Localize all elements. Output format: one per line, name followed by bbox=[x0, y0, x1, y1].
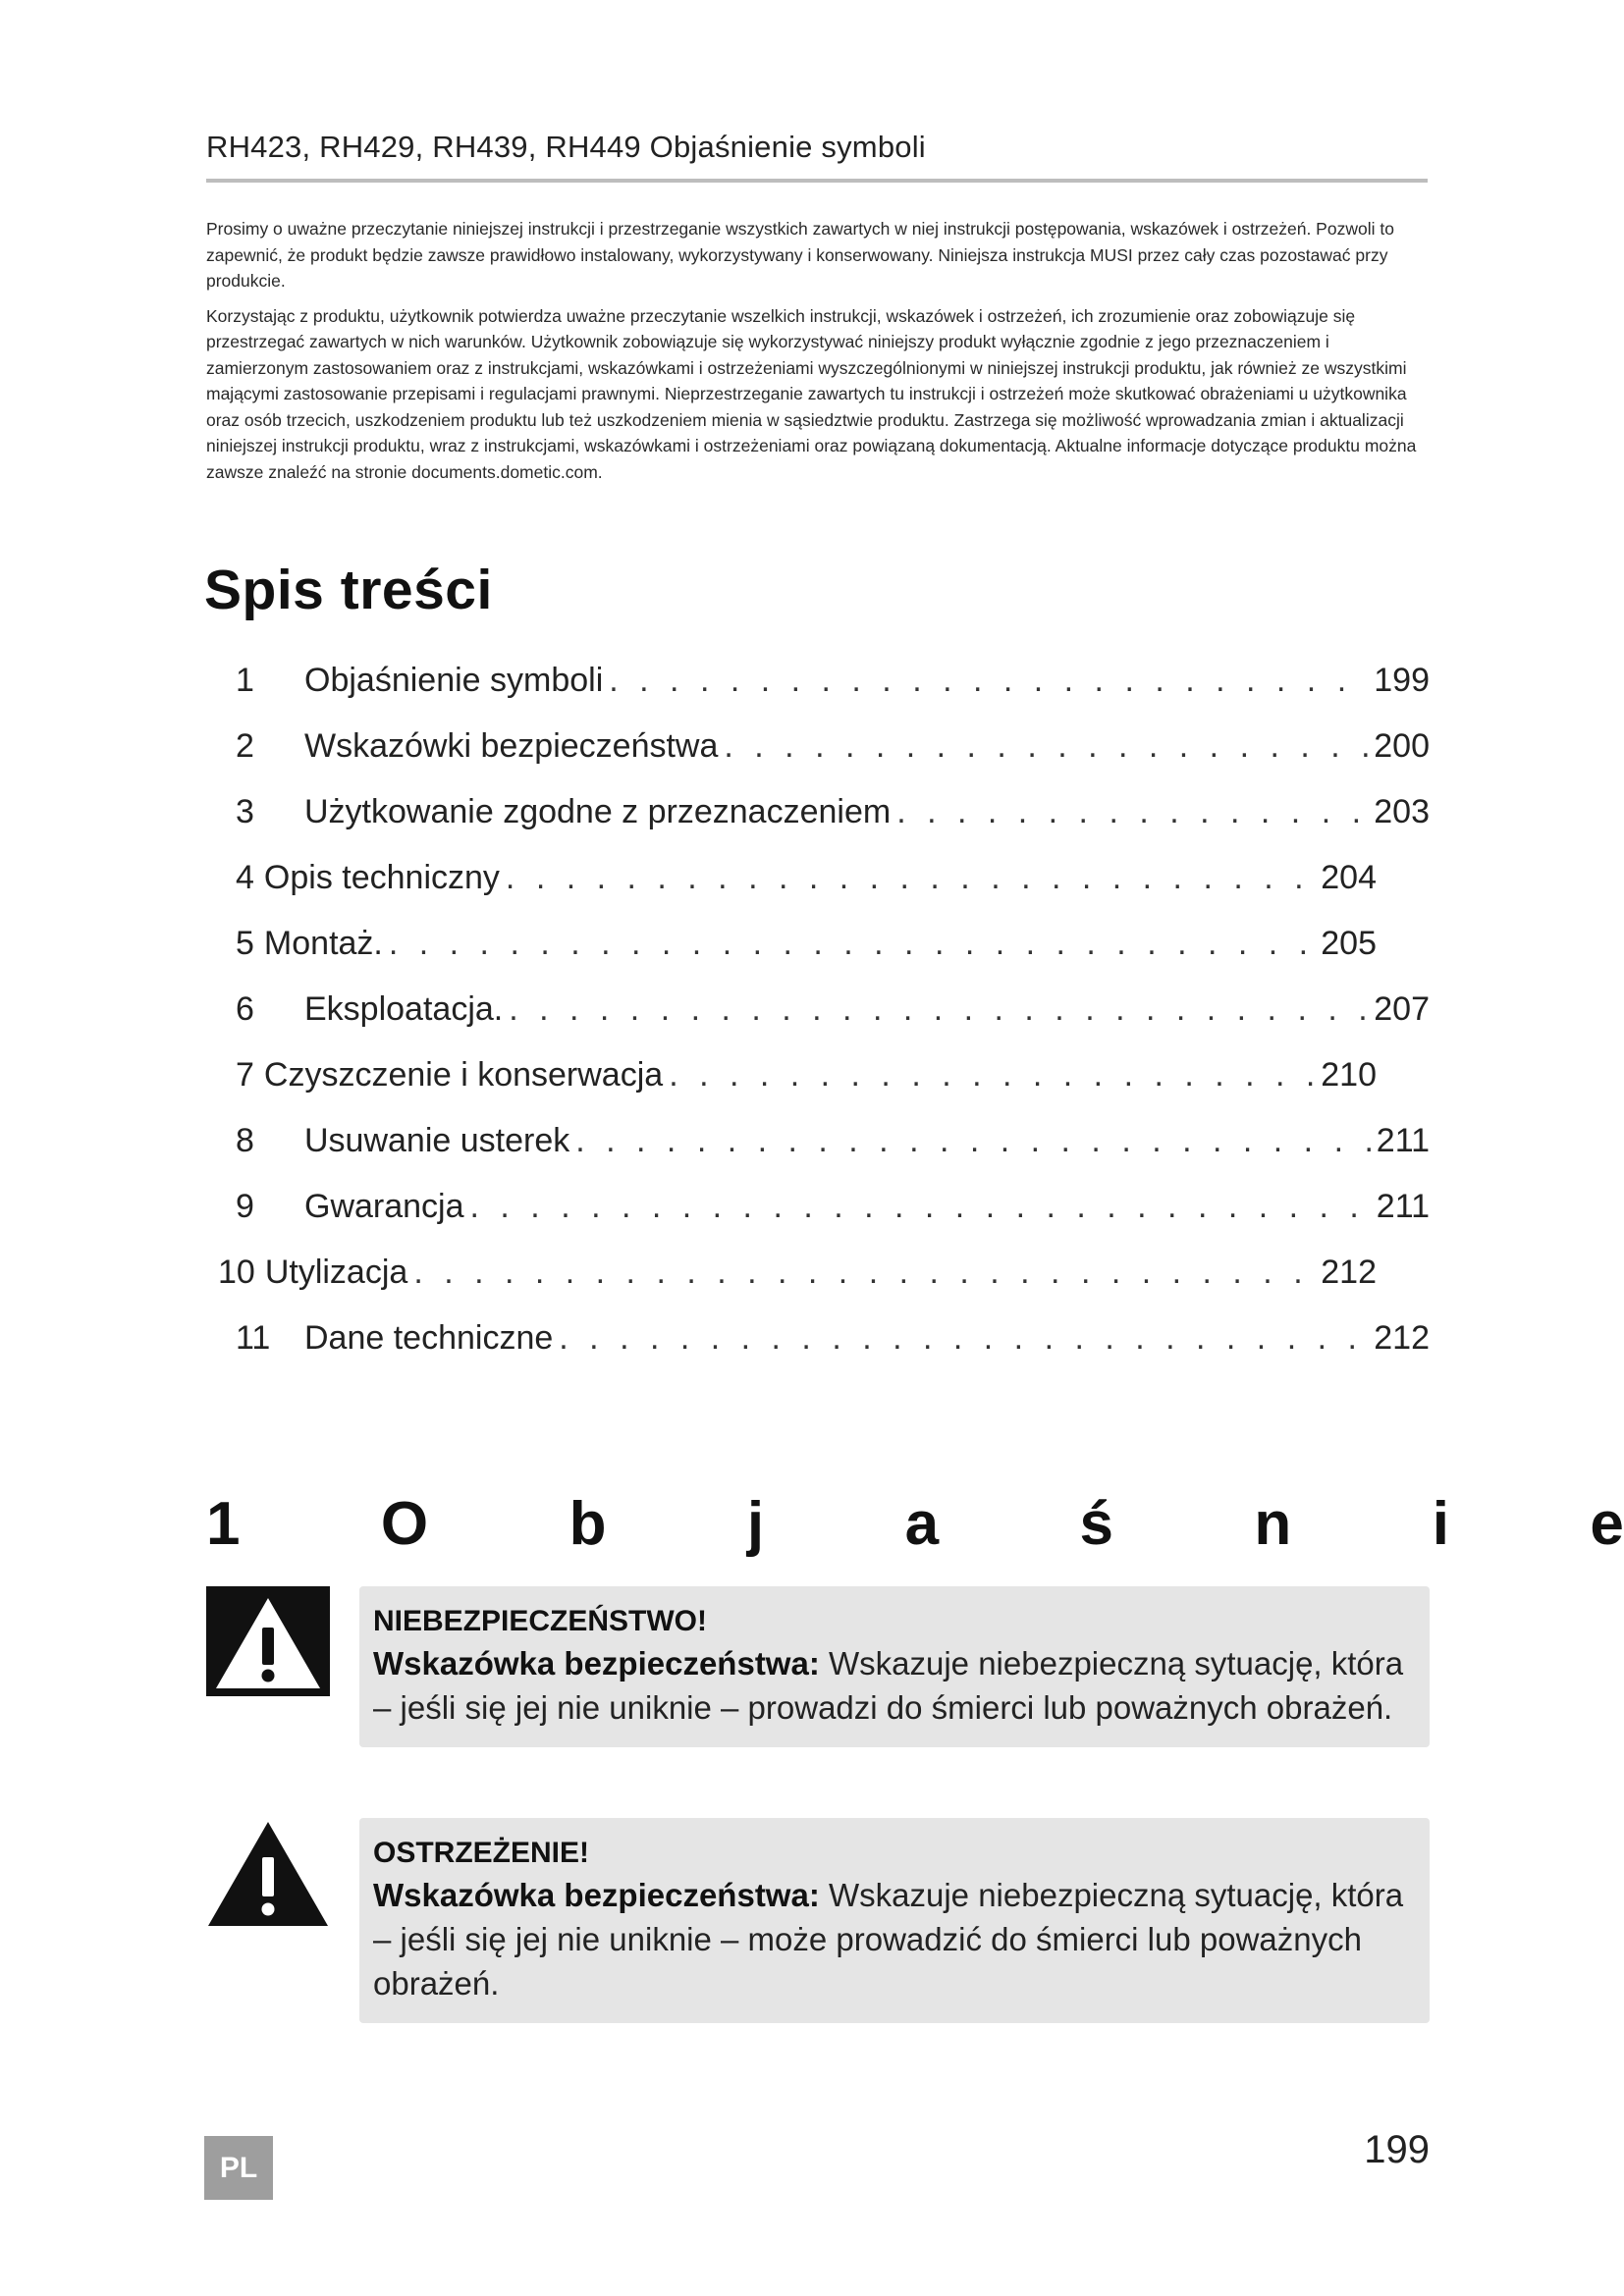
section-number: 1 bbox=[206, 1489, 241, 1558]
toc-item-number: 11 bbox=[236, 1319, 271, 1357]
toc-item-title: Użytkowanie zgodne z przeznaczeniem bbox=[304, 793, 892, 830]
toc-item-5[interactable] bbox=[218, 911, 1377, 977]
toc-dot-leader bbox=[896, 793, 1368, 831]
toc-item-number: 1 bbox=[236, 662, 254, 699]
toc-dot-leader bbox=[609, 662, 1368, 700]
section-heading-letter: i bbox=[1432, 1489, 1449, 1558]
toc-item-number: 7 bbox=[236, 1056, 254, 1094]
section-heading-letter: e bbox=[1590, 1489, 1624, 1558]
toc-item-title: Objaśnienie symboli bbox=[304, 662, 604, 699]
toc-item-3[interactable] bbox=[218, 779, 1430, 845]
toc-item-title: Wskazówki bezpieczeństwa bbox=[304, 727, 719, 765]
warning-description: Wskazuje niebezpieczną sytuację, która – jeśli się jej nie uniknie – może prowadzić do śmierci lub poważnych obrażeń. bbox=[373, 1877, 1404, 2002]
toc-item-7[interactable] bbox=[218, 1042, 1377, 1108]
toc-item-11[interactable] bbox=[218, 1306, 1430, 1371]
toc-item-9[interactable] bbox=[218, 1174, 1430, 1240]
toc-item-title: Utylizacja bbox=[264, 1254, 408, 1291]
toc-dot-leader bbox=[575, 1122, 1371, 1160]
danger-warning-icon bbox=[206, 1586, 330, 1696]
toc-item-title: Dane techniczne bbox=[304, 1319, 554, 1357]
toc-dot-leader bbox=[506, 859, 1315, 897]
section-heading-letter: b bbox=[568, 1489, 607, 1558]
toc-item-page: 212 bbox=[1374, 1319, 1430, 1357]
toc-item-page: 207 bbox=[1374, 990, 1430, 1028]
danger-description: Wskazuje niebezpieczną sytuację, która – jeśli się jej nie uniknie – prowadzi do śmierci lub poważnych obrażeń. bbox=[373, 1645, 1404, 1726]
toc-dot-leader bbox=[724, 727, 1368, 766]
section-heading-letter: a bbox=[904, 1489, 940, 1558]
toc-dot-leader bbox=[413, 1254, 1315, 1292]
toc-item-title: Opis techniczny bbox=[263, 859, 500, 896]
toc-item-8[interactable] bbox=[218, 1108, 1430, 1174]
language-badge: PL bbox=[204, 2136, 273, 2200]
toc-item-10[interactable] bbox=[218, 1240, 1377, 1306]
toc-item-page: 211 bbox=[1376, 1122, 1430, 1159]
warning-notice bbox=[206, 1818, 1430, 2014]
toc-item-1[interactable] bbox=[218, 648, 1430, 714]
warning-text bbox=[373, 1873, 1416, 2005]
toc-item-6[interactable] bbox=[218, 977, 1430, 1042]
toc-item-page: 212 bbox=[1321, 1254, 1377, 1291]
toc-item-page: 204 bbox=[1321, 859, 1377, 896]
table-of-contents bbox=[218, 648, 1430, 1371]
section-heading-letter: ś bbox=[1079, 1489, 1113, 1558]
toc-item-title: Usuwanie usterek bbox=[304, 1122, 570, 1159]
toc-item-number: 9 bbox=[236, 1188, 254, 1225]
danger-notice-box bbox=[359, 1586, 1430, 1747]
warning-notice-box bbox=[359, 1818, 1430, 2023]
warning-lead: Wskazówka bezpieczeństwa: bbox=[373, 1877, 820, 1913]
toc-dot-leader bbox=[559, 1319, 1368, 1358]
toc-item-number: 4 bbox=[236, 859, 254, 896]
toc-item-page: 203 bbox=[1374, 793, 1430, 830]
toc-dot-leader bbox=[509, 990, 1368, 1029]
toc-item-page: 205 bbox=[1321, 925, 1377, 962]
section-heading-letter: O bbox=[380, 1489, 429, 1558]
intro-paragraph-2: Korzystając z produktu, użytkownik potwierdza uważne przeczytanie wszelkich instrukcji, wskazówek i ostrzeżeń, ich zrozumienie oraz zobowiązuje się przestrzegać zawartych w nich warunków. Użytkownik zobowiązuje się wykorzystywać niniejszy produkt wyłącznie zgodnie z jego przeznaczeniem i zamierzonym zastosowaniem oraz z instrukcjami, wskazówkami i ostrzeżeniami wyszczególnionymi w niniejszej instrukcji produktu, jak również ze wszystkimi mającymi zastosowanie przepisami i regulacjami prawnymi. Nieprzestrzeganie zawartych tu instrukcji i ostrzeżeń może skutkować obrażeniami u użytkownika oraz osób trzecich, uszkodzeniem produktu lub też uszkodzeniem mienia w sąsiedztwie produktu. Zastrzega się możliwość wprowadzania zmian i aktualizacji niniejszej instrukcji produktu, wraz z instrukcjami, wskazówkami i ostrzeżeniami oraz powiązaną dokumentacją. Aktualne informacje dotyczące produktu można zawsze znaleźć na stronie documents.dometic.com. bbox=[206, 305, 1417, 482]
warning-label: OSTRZEŻENIE! bbox=[373, 1837, 590, 1869]
toc-item-page: 199 bbox=[1374, 662, 1430, 699]
toc-item-number: 8 bbox=[236, 1122, 254, 1159]
toc-item-number: 10 bbox=[218, 1254, 255, 1291]
danger-lead: Wskazówka bezpieczeństwa: bbox=[373, 1645, 820, 1682]
toc-item-page: 211 bbox=[1376, 1188, 1430, 1225]
toc-item-title: Gwarancja bbox=[304, 1188, 464, 1225]
toc-heading: Spis treści bbox=[204, 559, 493, 621]
toc-dot-leader bbox=[669, 1056, 1315, 1095]
toc-item-2[interactable] bbox=[218, 714, 1430, 779]
danger-notice bbox=[206, 1586, 1430, 1783]
header-rule bbox=[206, 179, 1428, 183]
toc-item-number: 2 bbox=[236, 727, 254, 765]
toc-dot-leader bbox=[389, 925, 1315, 963]
header-title: RH423, RH429, RH439, RH449 Objaśnienie symboli bbox=[206, 130, 926, 164]
danger-text bbox=[373, 1641, 1416, 1730]
intro-text bbox=[206, 216, 1430, 494]
toc-item-page: 210 bbox=[1321, 1056, 1377, 1094]
toc-item-title: Czyszczenie i konserwacja bbox=[263, 1056, 664, 1094]
toc-item-number: 3 bbox=[236, 793, 254, 830]
toc-item-number: 6 bbox=[236, 990, 254, 1028]
section-heading-letter: n bbox=[1254, 1489, 1292, 1558]
toc-item-number: 5 bbox=[236, 925, 254, 962]
section-heading-letter: j bbox=[746, 1489, 765, 1558]
toc-dot-leader bbox=[470, 1188, 1371, 1226]
toc-item-4[interactable] bbox=[218, 845, 1377, 911]
toc-item-page: 200 bbox=[1374, 727, 1430, 765]
danger-label: NIEBEZPIECZEŃSTWO! bbox=[373, 1605, 708, 1637]
section-heading bbox=[206, 1484, 1624, 1563]
warning-triangle-icon bbox=[206, 1818, 330, 1928]
intro-paragraph-1: Prosimy o uważne przeczytanie niniejszej instrukcji i przestrzeganie wszystkich zawartych w niej instrukcji postępowania, wskazówek i ostrzeżeń. Pozwoli to zapewnić, że produkt będzie zawsze prawidłowo instalowany, wykorzystywany i konserwowany. Niniejsza instrukcja MUSI przez cały czas pozostawać przy produkcie. bbox=[206, 219, 1394, 291]
toc-item-title: Montaż. bbox=[263, 925, 383, 962]
page-number: 199 bbox=[1364, 2128, 1430, 2171]
toc-item-title: Eksploatacja. bbox=[304, 990, 504, 1028]
